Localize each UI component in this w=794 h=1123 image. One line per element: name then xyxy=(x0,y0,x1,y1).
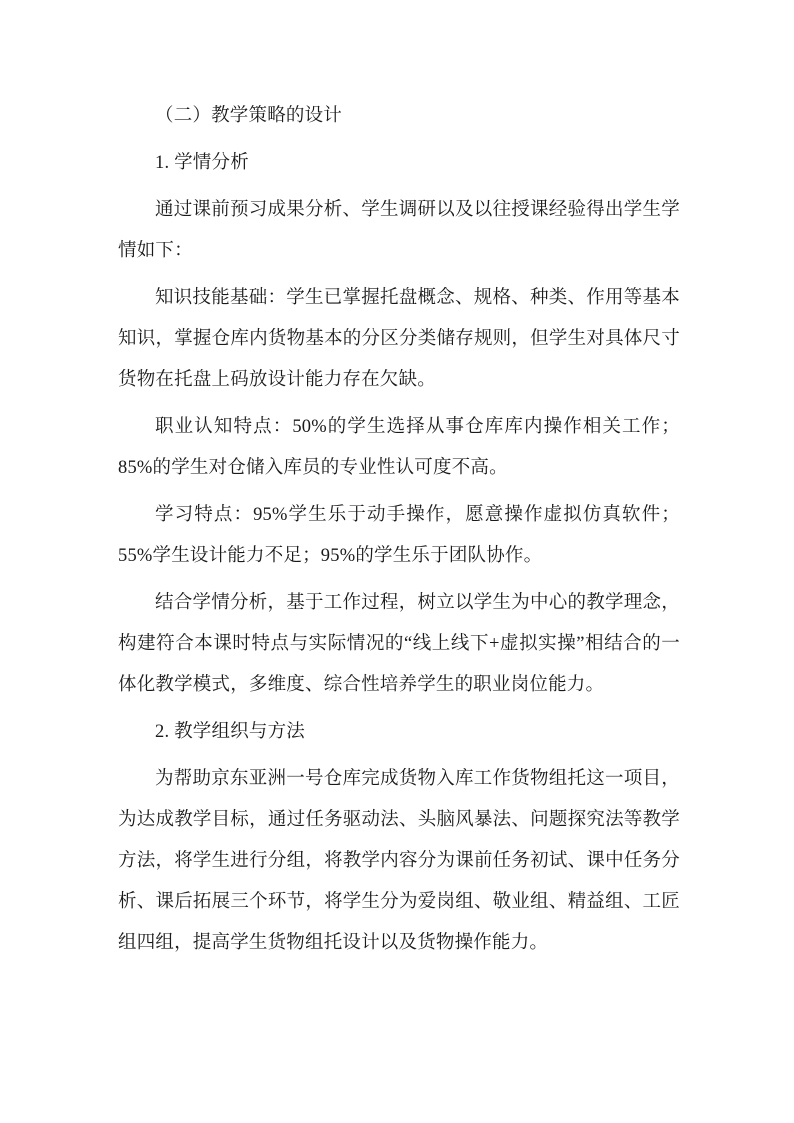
paragraph-knowledge-basis: 知识技能基础：学生已掌握托盘概念、规格、种类、作用等基本知识，掌握仓库内货物基本的分区分类储存规则，但学生对具体尺寸货物在托盘上码放设计能力存在欠缺。 xyxy=(118,288,680,390)
paragraph-learning-situation-intro: 通过课前预习成果分析、学生调研以及以往授课经验得出学生学情如下： xyxy=(118,200,680,261)
document-body xyxy=(118,96,680,970)
paragraph-learning-characteristics: 学习特点：95%学生乐于动手操作，愿意操作虚拟仿真软件；55%学生设计能力不足；95%的学生乐于团队协作。 xyxy=(118,505,680,566)
paragraph-career-cognition: 职业认知特点：50%的学生选择从事仓库库内操作相关工作；85%的学生对仓储入库员的专业性认可度不高。 xyxy=(118,417,680,478)
section-heading: （二）教学策略的设计 xyxy=(155,106,343,126)
subsection-heading-1: 1. 学情分析 xyxy=(155,153,249,173)
paragraph-teaching-concept: 结合学情分析，基于工作过程，树立以学生为中心的教学理念，构建符合本课时特点与实际情况的“线上线下+虚拟实操”相结合的一体化教学模式，多维度、综合性培养学生的职业岗位能力。 xyxy=(118,593,680,695)
subsection-heading-2: 2. 教学组织与方法 xyxy=(155,722,306,742)
paragraph-teaching-organization: 为帮助京东亚洲一号仓库完成货物入库工作货物组托这一项目，为达成教学目标，通过任务驱动法、头脑风暴法、问题探究法等教学方法，将学生进行分组，将教学内容分为课前任务初试、课中任务分析、课后拓展三个环节，将学生分为爱岗组、敬业组、精益组、工匠组四组，提高学生货物组托设计以及货物操作能力。 xyxy=(118,769,680,953)
